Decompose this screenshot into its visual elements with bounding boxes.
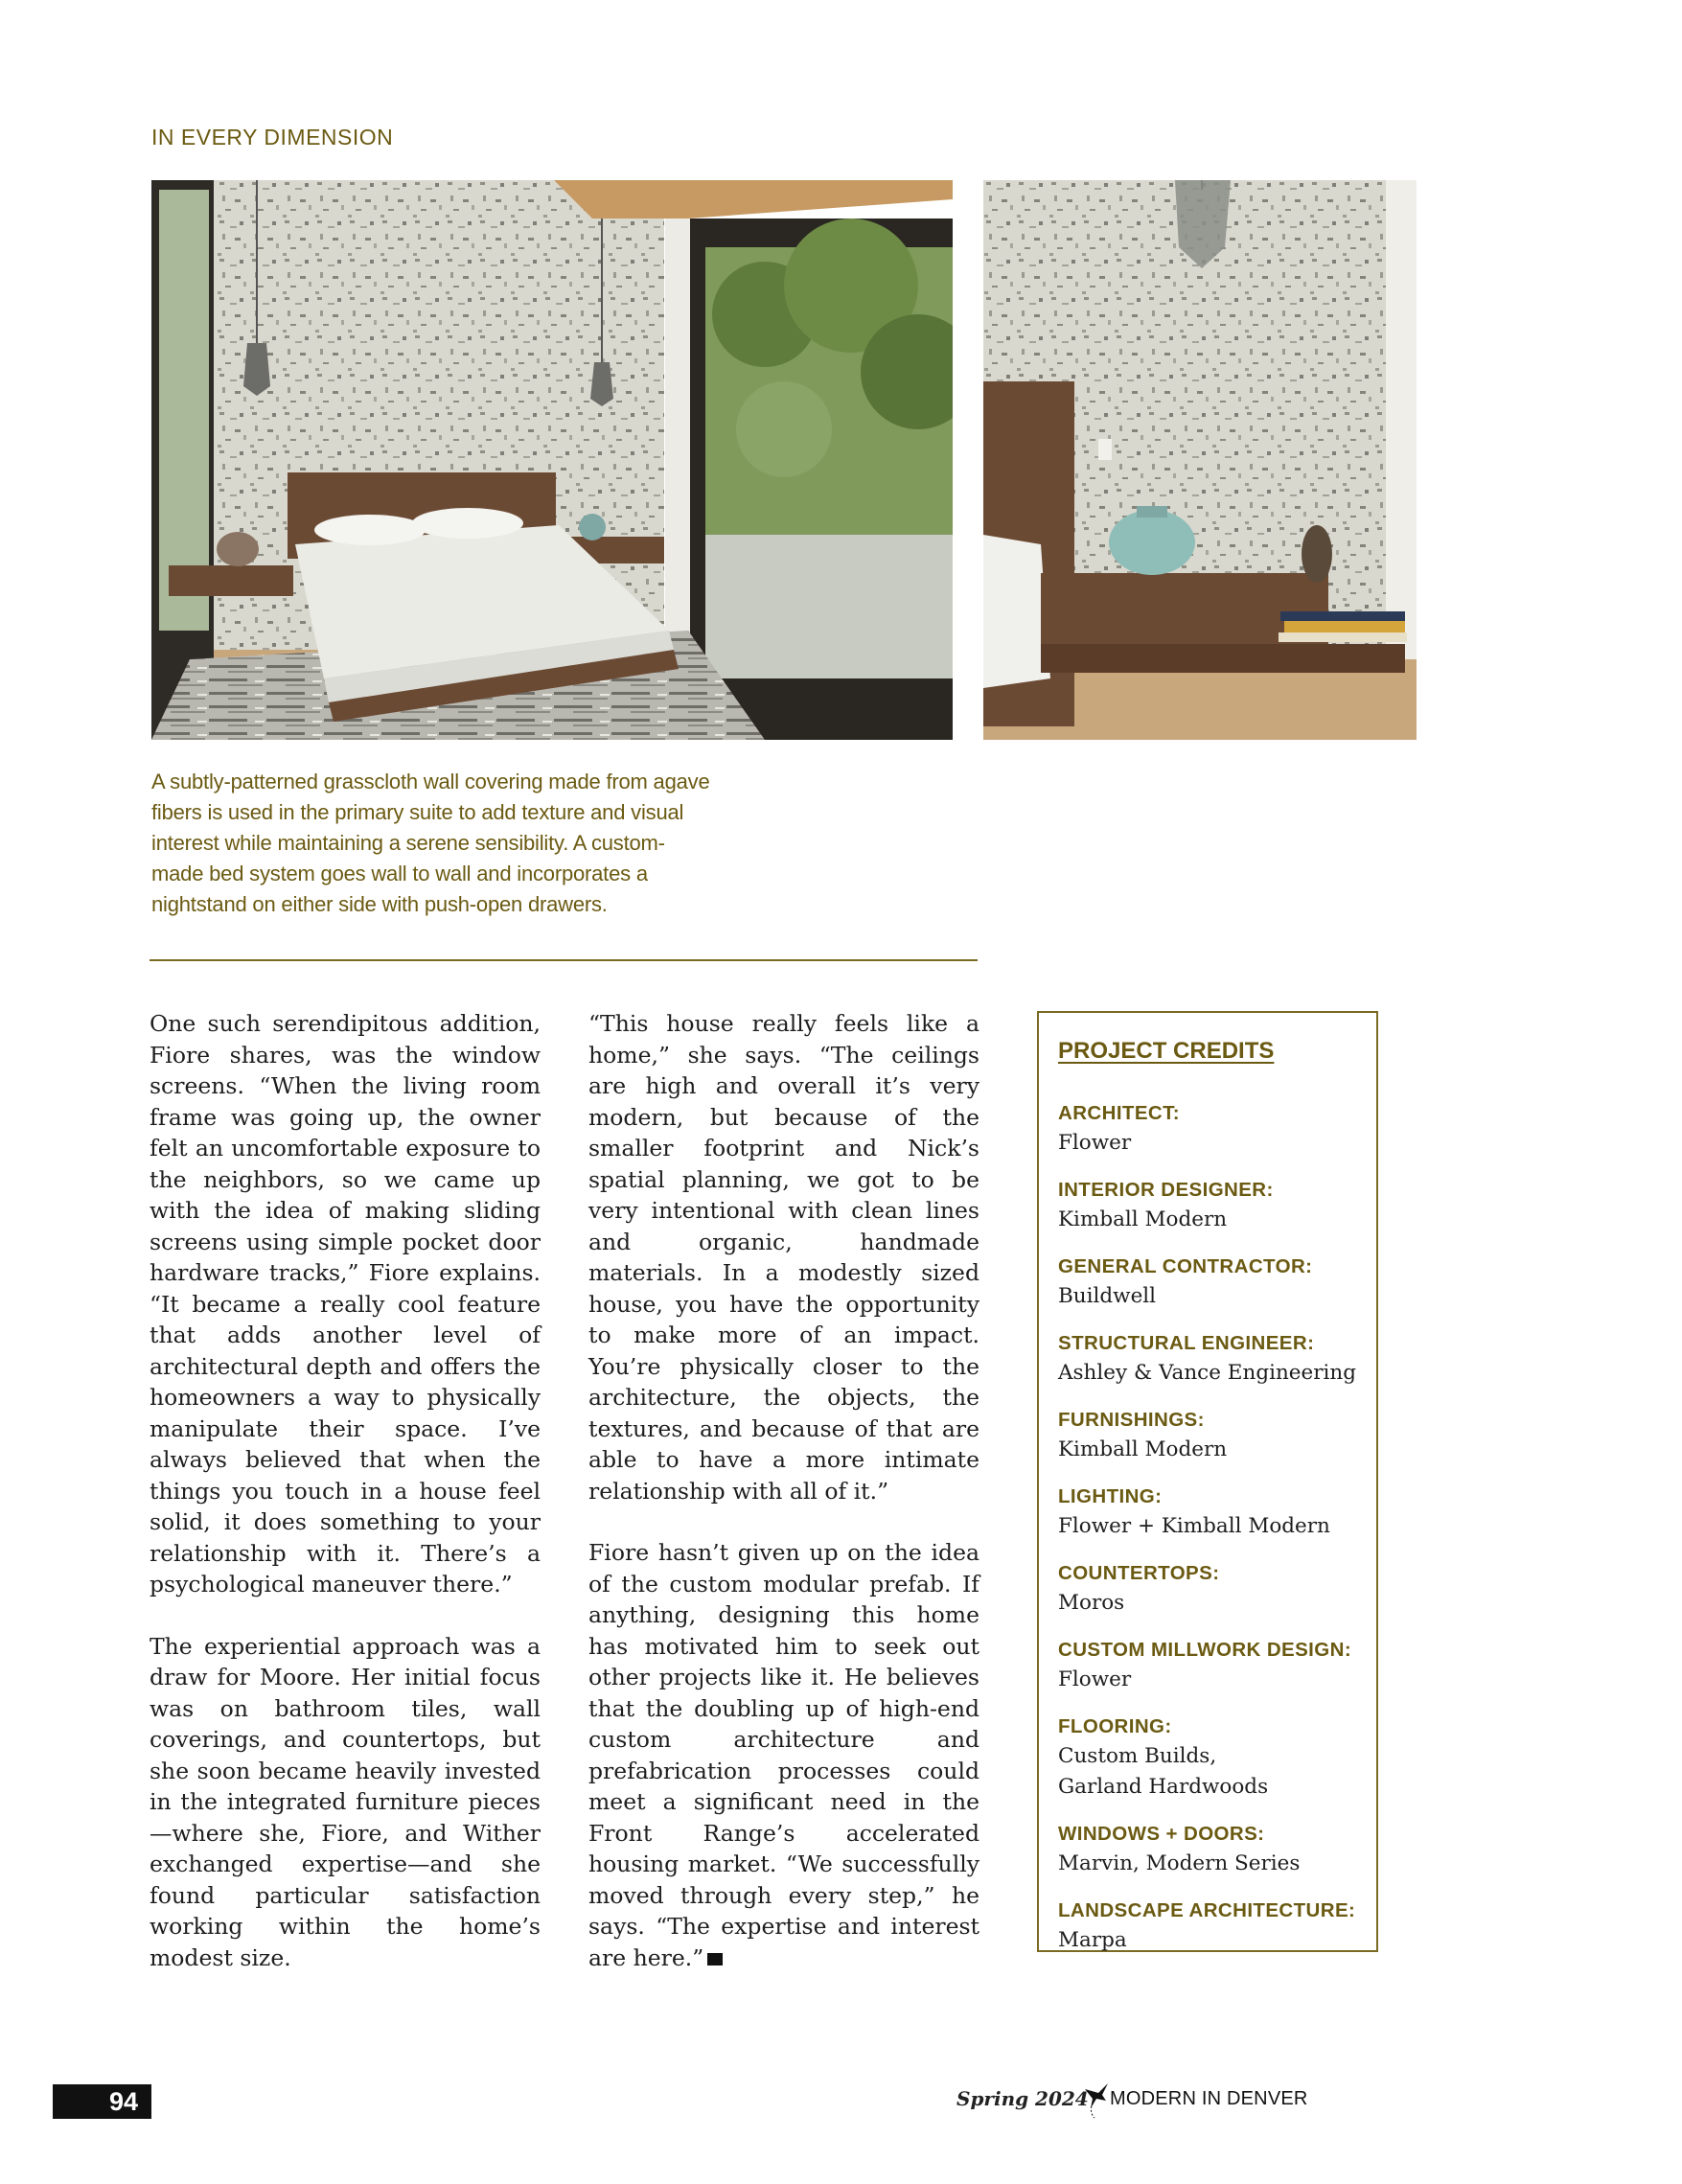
bedroom-photo [151,180,953,740]
credit-entry [1058,1897,1357,1956]
credit-value: Kimball Modern [1058,1207,1228,1231]
credit-entry [1058,1483,1357,1542]
section-title: IN EVERY DIMENSION [151,125,394,149]
credit-label: INTERIOR DESIGNER: [1058,1179,1274,1201]
paragraph: One such serendipitous addition, Fiore shares, was the window screens. “When the living room frame was going up, the owner felt an uncomfortable exposure to the neighbors, so we came up with the idea of making sliding screens using simple pocket door hardware tracks,” Fiore explains. “It became a really cool feature that adds another level of architectural depth and offers the homeowners a way to physically manipulate their space. I’ve always believed that when the things you touch in a house feel solid, it does something to your relationship with it. There’s a psychological maneuver there.” [150,1010,541,1598]
issue-label: Spring 2024 [956,2087,1089,2110]
credit-entry [1058,1253,1357,1312]
credit-label: FURNISHINGS: [1058,1409,1205,1431]
body-column-2 [588,1008,979,2004]
credit-label: WINDOWS + DOORS: [1058,1823,1265,1845]
paragraph: “This house really feels like a home,” she says. “The ceilings are high and overall it’s very modern, but because of the smaller footprint and Nick’s spatial planning, we got to be very intentional with clean lines and organic, handmade materials. In a modestly sized house, you have the opportunity to make more of an impact. You’re physically closer to the architecture, the objects, the textures, and because of that are able to have a more intimate relationship with all of it.” [588,1010,979,1505]
nightstand-photo [983,180,1417,740]
credit-value: Marvin, Modern Series [1058,1851,1301,1875]
credit-entry [1058,1176,1357,1235]
credit-value: Custom Builds, Garland Hardwoods [1058,1744,1269,1799]
credits-title: PROJECT CREDITS [1058,1038,1275,1064]
credit-label: FLOORING: [1058,1715,1172,1737]
paragraph: The experiential approach was a draw for Moore. Her initial focus was on bathroom tiles, wall coverings, and countertops, but she soon became heavily invested in the integrated furniture pieces—where she, Fiore, and Wither exchanged expertise—and she found particular satisfaction working within the home’s modest size. [150,1632,541,1971]
credit-label: CUSTOM MILLWORK DESIGN: [1058,1639,1352,1661]
credit-entry [1058,1406,1357,1465]
credit-value: Buildwell [1058,1284,1157,1308]
credit-label: LIGHTING: [1058,1485,1163,1507]
credit-value: Kimball Modern [1058,1437,1228,1461]
credit-entry [1058,1636,1357,1695]
credit-entry [1058,1099,1357,1159]
body-column-1 [150,1008,541,2004]
credit-label: LANDSCAPE ARCHITECTURE: [1058,1899,1356,1921]
credit-entry [1058,1559,1357,1619]
credit-value: Flower [1058,1131,1132,1155]
credit-entry [1058,1329,1357,1389]
end-mark-icon [707,1953,723,1966]
credit-entry [1058,1713,1357,1803]
credits-list [1058,1099,1357,1956]
magazine-brand: MODERN IN DENVER [1110,2088,1308,2109]
page-number: 94 [53,2084,151,2119]
paragraph-text: Fiore hasn’t given up on the idea of the custom modular prefab. If anything, designing this home has motivated him to seek out other projects like it. He believes that the doubling up of high-end custom architecture and prefabrication processes could meet a significant need in the Front Range’s accelerated housing market. “We successfully moved through every step,” he says. “The expertise and interest are here.” [588,1539,979,1971]
credit-entry [1058,1820,1357,1879]
credit-value: Flower [1058,1667,1132,1691]
credit-label: STRUCTURAL ENGINEER: [1058,1332,1315,1354]
credit-value: Moros [1058,1591,1125,1615]
project-credits-box [1037,1011,1378,1952]
credit-label: GENERAL CONTRACTOR: [1058,1255,1313,1277]
credit-value: Flower + Kimball Modern [1058,1514,1330,1538]
photo-caption: A subtly-patterned grasscloth wall covering made from agave fibers is used in the primary suite to add texture and visual interest while maintaining a serene sensibility. A custom-made bed system goes wall to wall and incorporates a nightstand on either side with push-open drawers. [151,770,710,916]
credit-value: Ashley & Vance Engineering [1058,1361,1357,1385]
credit-label: COUNTERTOPS: [1058,1562,1220,1584]
hummingbird-logo-icon [1081,2080,1112,2120]
credit-value: Marpa [1058,1928,1127,1952]
paragraph [588,1537,979,1973]
credit-label: ARCHITECT: [1058,1102,1180,1124]
divider-rule [150,959,978,961]
